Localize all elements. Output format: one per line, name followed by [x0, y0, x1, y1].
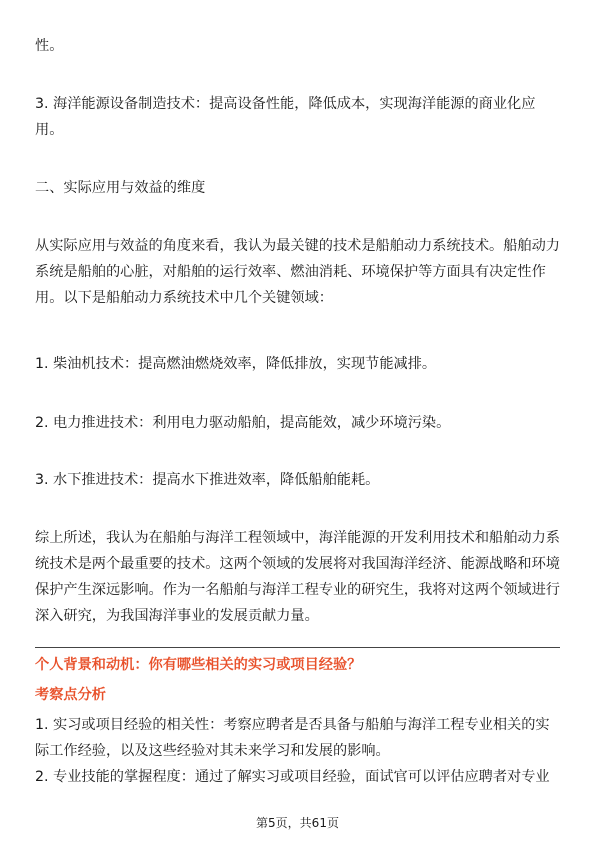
analysis-point: 2. 专业技能的掌握程度：通过了解实习或项目经验，面试官可以评估应聘者对专业 [35, 769, 550, 785]
analysis-points [35, 712, 563, 790]
list-item-electric-propulsion: 2. 电力推进技术：利用电力驱动船舶，提高能效，减少环境污染。 [35, 415, 451, 431]
section-divider [35, 647, 560, 648]
analysis-heading: 考察点分析 [35, 687, 106, 703]
question-title: 个人背景和动机：你有哪些相关的实习或项目经验？ [35, 657, 362, 673]
list-item-diesel-engine: 1. 柴油机技术：提高燃油燃烧效率，降低排放，实现节能减排。 [35, 356, 437, 372]
paragraph-power-system-intro: 从实际应用与效益的角度来看，我认为最关键的技术是船舶动力系统技术。船舶动力系统是船舶的心脏，对船舶的运行效率、燃油消耗、环境保护等方面具有决定性作用。以下是船舶动力系统技术中几个关键领域： [35, 238, 560, 306]
list-item-underwater-propulsion: 3. 水下推进技术：提高水下推进效率，降低船舶能耗。 [35, 472, 380, 488]
section-heading-application-benefit: 二、实际应用与效益的维度 [35, 180, 206, 196]
list-item-marine-energy-equipment: 3. 海洋能源设备制造技术：提高设备性能，降低成本，实现海洋能源的商业化应用。 [35, 96, 536, 138]
analysis-point: 1. 实习或项目经验的相关性：考察应聘者是否具备与船舶与海洋工程专业相关的实际工作经验，以及这些经验对其未来学习和发展的影响。 [35, 717, 550, 759]
page-number: 第5页，共61页 [256, 816, 339, 830]
paragraph-continuation: 性。 [35, 38, 64, 54]
paragraph-summary: 综上所述，我认为在船舶与海洋工程领域中，海洋能源的开发利用技术和船舶动力系统技术是两个最重要的技术。这两个领域的发展将对我国海洋经济、能源战略和环境保护产生深远影响。作为一名船舶与海洋工程专业的研究生，我将对这两个领域进行深入研究，为我国海洋事业的发展贡献力量。 [35, 530, 560, 624]
